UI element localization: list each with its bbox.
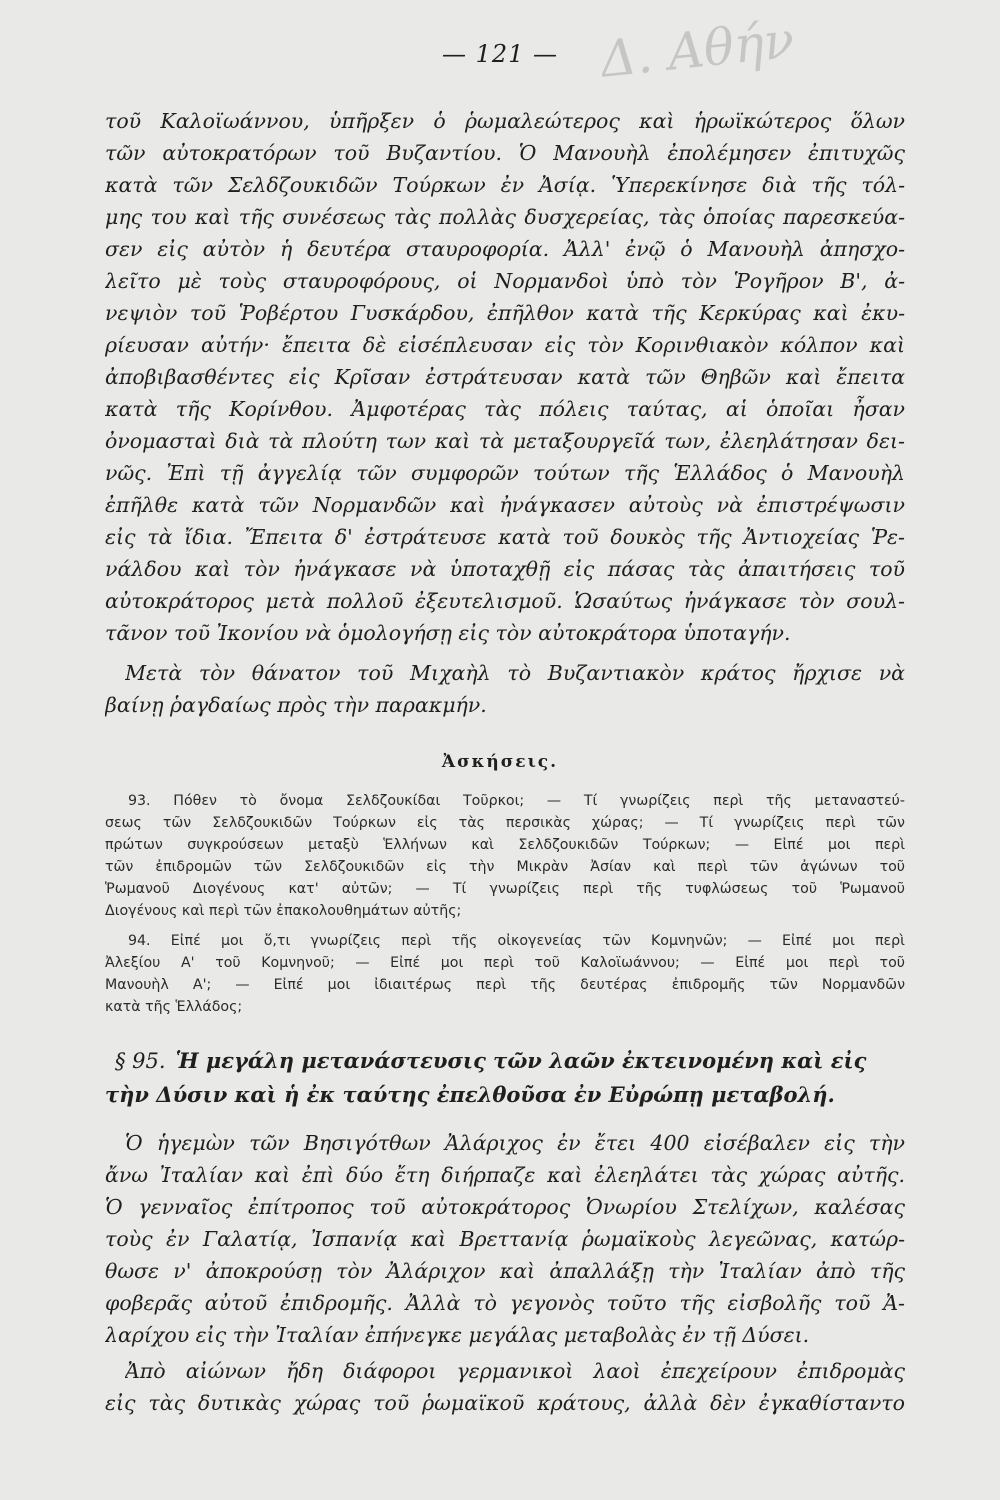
- text-line: νάλδου καὶ τὸν ἠνάγκασε νὰ ὑποταχθῇ εἰς πάσας τὰς ἀπαιτήσεις τοῦ: [105, 557, 905, 581]
- text-line: θωσε ν' ἀποκρούσῃ τὸν Ἀλάριχον καὶ ἀπαλλάξῃ τὴν Ἰταλίαν ἀπὸ τῆς: [105, 1259, 905, 1283]
- text-line: Ὁ γενναῖος ἐπίτροπος τοῦ αὐτοκράτορος Ὀνωρίου Στελίχων, καλέσας: [105, 1195, 905, 1219]
- text-line: ἀποβιβασθέντες εἰς Κρῖσαν ἐστράτευσαν κατὰ τῶν Θηβῶν καὶ ἔπειτα: [105, 365, 905, 389]
- exercise-line: Ῥωμανοῦ Διογένους κατ' αὐτῶν; — Τί γνωρίζεις περὶ τῆς τυφλώσεως τοῦ Ῥωμανοῦ: [105, 881, 905, 897]
- text-line: λαρίχου εἰς τὴν Ἰταλίαν ἐπήνεγκε μεγάλας μεταβολὰς ἐν τῇ Δύσει.: [105, 1323, 810, 1347]
- text-line: νῶς. Ἐπὶ τῇ ἀγγελίᾳ τῶν συμφορῶν τούτων τῆς Ἑλλάδος ὁ Μανουὴλ: [105, 461, 905, 485]
- text-line: τᾶνον τοῦ Ἰκονίου νὰ ὁμολογήσῃ εἰς τὸν αὐτοκράτορα ὑποταγήν.: [105, 621, 791, 645]
- section-title-line: τὴν Δύσιν καὶ ἡ ἐκ ταύτης ἐπελθοῦσα ἐν Εὐρώπῃ μεταβολή.: [105, 1082, 835, 1107]
- text-line: τοῦ Καλοϊωάννου, ὑπῆρξεν ὁ ῥωμαλεώτερος καὶ ἡρωϊκώτερος ὅλων: [105, 109, 905, 133]
- text-line: αὐτοκράτορος μετὰ πολλοῦ ἐξευτελισμοῦ. Ὡσαύτως ἠνάγκασε τὸν σουλ-: [105, 589, 905, 613]
- text-line: βαίνῃ ῥαγδαίως πρὸς τὴν παρακμήν.: [105, 693, 487, 717]
- text-line: κατὰ τῶν Σελδζουκιδῶν Τούρκων ἐν Ἀσίᾳ. Ὑπερεκίνησε διὰ τῆς τόλ-: [105, 173, 905, 197]
- section-title-line: Ἡ μεγάλη μετανάστευσις τῶν λαῶν ἐκτεινομένη καὶ εἰς: [175, 1048, 867, 1073]
- exercise-line: Ἀλεξίου Α' τοῦ Κομνηνοῦ; — Εἰπέ μοι περὶ τοῦ Καλοϊωάννου; — Εἰπέ μοι περὶ τοῦ: [105, 955, 905, 971]
- text-line: ἄνω Ἰταλίαν καὶ ἐπὶ δύο ἔτη διήρπαζε καὶ ἐλεηλάτει τὰς χώρας αὐτῆς.: [105, 1163, 905, 1187]
- exercise-line: πρώτων συγκρούσεων μεταξὺ Ἑλλήνων καὶ Σελδζουκιδῶν Τούρκων; — Εἰπέ μοι περὶ: [105, 837, 905, 853]
- exercise-line: σεως τῶν Σελδζουκιδῶν Τούρκων εἰς τὰς περσικὰς χώρας; — Τί γνωρίζεις περὶ τῶν: [105, 815, 905, 831]
- section-number: § 95.: [115, 1049, 166, 1073]
- text-line: κατὰ τῆς Κορίνθου. Ἀμφοτέρας τὰς πόλεις ταύτας, αἱ ὁποῖαι ἦσαν: [105, 397, 905, 421]
- exercise-line: 94. Εἰπέ μοι ὅ,τι γνωρίζεις περὶ τῆς οἰκογενείας τῶν Κομνηνῶν; — Εἰπέ μοι περὶ: [128, 933, 905, 949]
- text-line: Μετὰ τὸν θάνατον τοῦ Μιχαὴλ τὸ Βυζαντιακὸν κράτος ἤρχισε νὰ: [125, 661, 905, 685]
- text-line: λεῖτο μὲ τοὺς σταυροφόρους, οἱ Νορμανδοὶ ὑπὸ τὸν Ῥογῆρον Β', ἀ-: [105, 269, 905, 293]
- text-line: εἰς τὰ ἴδια. Ἔπειτα δ' ἐστράτευσε κατὰ τοῦ δουκὸς τῆς Ἀντιοχείας Ῥε-: [105, 525, 905, 549]
- exercises-heading: Ἀσκήσεις.: [441, 752, 559, 772]
- handwritten-watermark: Δ. Αθήν: [597, 10, 797, 89]
- text-line: εἰς τὰς δυτικὰς χώρας τοῦ ῥωμαϊκοῦ κράτους, ἀλλὰ δὲν ἐγκαθίσταντο: [105, 1391, 905, 1415]
- text-line: σεν εἰς αὐτὸν ἡ δευτέρα σταυροφορία. Ἀλλ' ἐνῷ ὁ Μανουὴλ ἀπησχο-: [105, 237, 905, 261]
- text-line: φοβερᾶς αὐτοῦ ἐπιδρομῆς. Ἀλλὰ τὸ γεγονὸς τοῦτο τῆς εἰσβολῆς τοῦ Ἀ-: [105, 1291, 905, 1315]
- page-number: — 121 —: [441, 40, 559, 68]
- exercise-line: κατὰ τῆς Ἑλλάδος;: [105, 999, 243, 1015]
- text-line: ρίευσαν αὐτήν· ἔπειτα δὲ εἰσέπλευσαν εἰς τὸν Κορινθιακὸν κόλπον καὶ: [105, 333, 905, 357]
- text-line: ὀνομασταὶ διὰ τὰ πλούτη των καὶ τὰ μεταξουργεῖά των, ἐλεηλάτησαν δει-: [105, 429, 905, 453]
- text-line: μης του καὶ τῆς συνέσεως τὰς πολλὰς δυσχερείας, τὰς ὁποίας παρεσκεύα-: [105, 205, 905, 229]
- text-line: τῶν αὐτοκρατόρων τοῦ Βυζαντίου. Ὁ Μανουὴλ ἐπολέμησεν ἐπιτυχῶς: [105, 141, 905, 165]
- text-line: Ὁ ἡγεμὼν τῶν Βησιγότθων Ἀλάριχος ἐν ἔτει 400 εἰσέβαλεν εἰς τὴν: [125, 1131, 905, 1155]
- exercise-line: Μανουὴλ Α'; — Εἰπέ μοι ἰδιαιτέρως περὶ τῆς δευτέρας ἐπιδρομῆς τῶν Νορμανδῶν: [105, 977, 905, 993]
- exercise-line: τῶν ἐπιδρομῶν τῶν Σελδζουκιδῶν εἰς τὴν Μικρὰν Ἀσίαν καὶ περὶ τῶν ἀγώνων τοῦ: [105, 859, 905, 875]
- exercise-line: Διογένους καὶ περὶ τῶν ἐπακολουθημάτων αὐτῆς;: [105, 903, 462, 919]
- text-line: ἐπῆλθε κατὰ τῶν Νορμανδῶν καὶ ἠνάγκασεν αὐτοὺς νὰ ἐπιστρέψωσιν: [105, 493, 905, 517]
- text-line: νεψιὸν τοῦ Ῥοβέρτου Γυσκάρδου, ἐπῆλθον κατὰ τῆς Κερκύρας καὶ ἐκυ-: [105, 301, 905, 325]
- text-line: τοὺς ἐν Γαλατίᾳ, Ἰσπανίᾳ καὶ Βρεττανίᾳ ῥωμαϊκοὺς λεγεῶνας, κατώρ-: [105, 1227, 905, 1251]
- text-line: Ἀπὸ αἰώνων ἤδη διάφοροι γερμανικοὶ λαοὶ ἐπεχείρουν ἐπιδρομὰς: [125, 1359, 905, 1383]
- exercise-line: 93. Πόθεν τὸ ὄνομα Σελδζουκίδαι Τοῦρκοι; — Τί γνωρίζεις περὶ τῆς μεταναστεύ-: [128, 793, 905, 809]
